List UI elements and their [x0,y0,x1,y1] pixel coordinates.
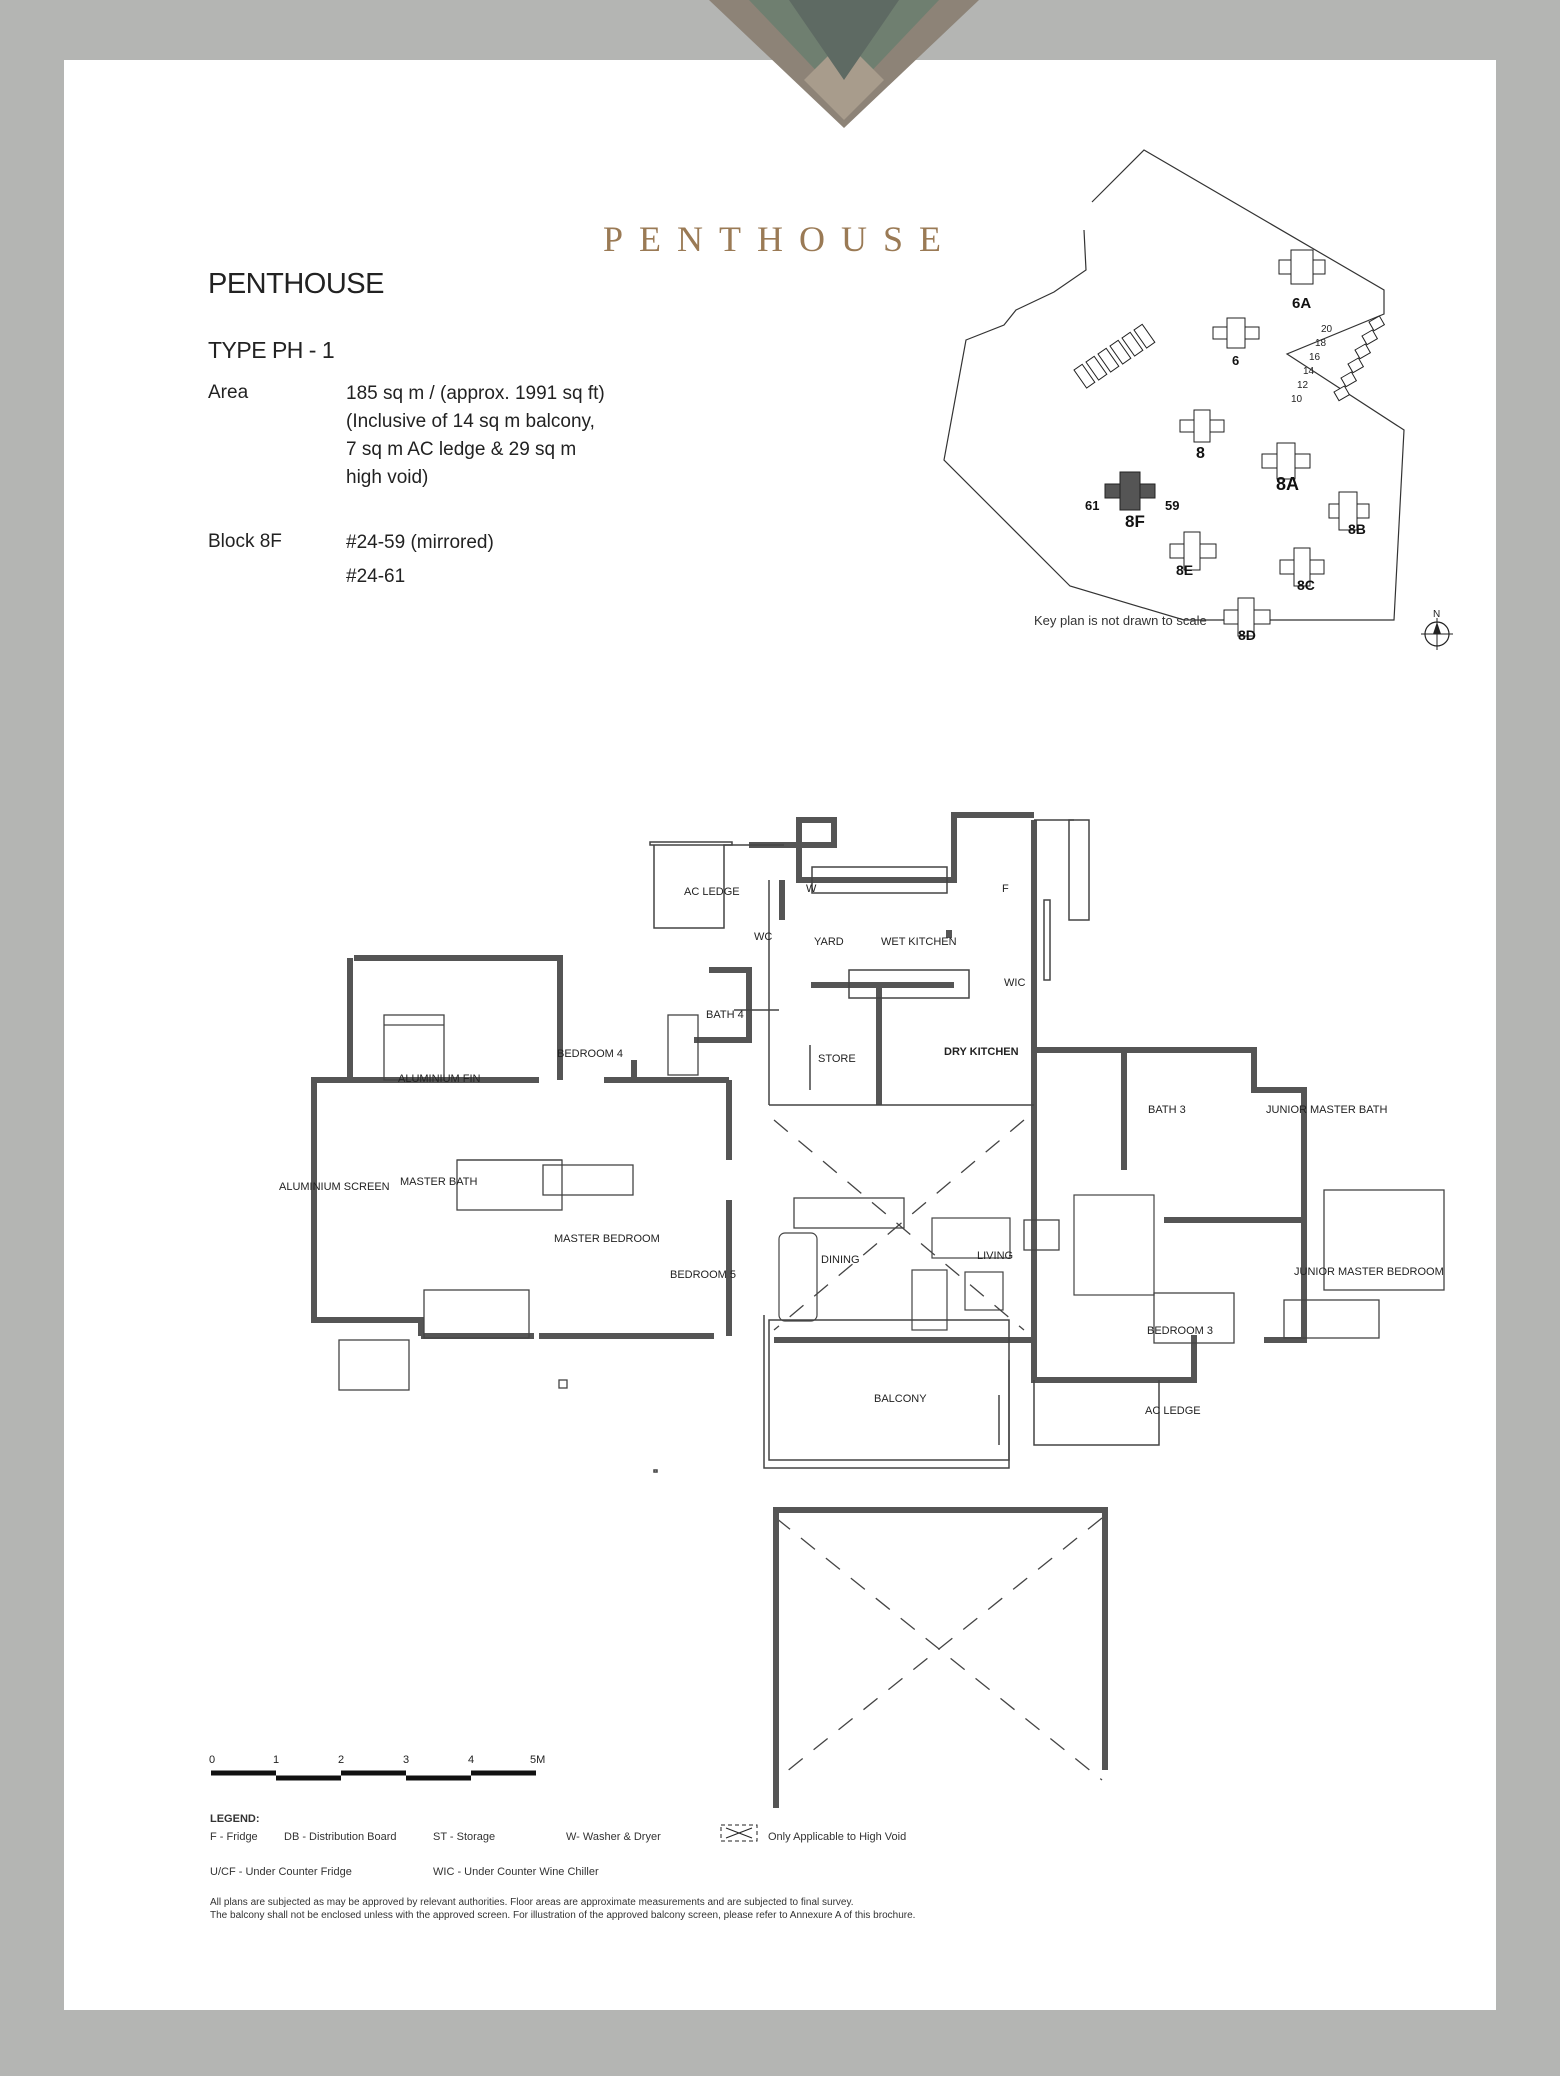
room-store: STORE [818,1053,856,1065]
room-bedroom-5: BEDROOM 5 [670,1269,737,1281]
room-dining: DINING [821,1254,860,1266]
room-ac-ledge-bottom: AC LEDGE [1145,1405,1201,1417]
block-label: Block 8F [208,531,282,552]
area-label: Area [208,382,249,403]
legend-item: ST - Storage [433,1831,496,1843]
legend-item: WIC - Under Counter Wine Chiller [433,1866,599,1878]
keyplan-block-8c: 8C [1297,577,1315,593]
keyplan-block-6a: 6A [1292,295,1312,312]
page-header-title: PENTHOUSE [602,219,957,259]
keyplan-block-8: 8 [1196,445,1205,462]
legend-item: DB - Distribution Board [284,1831,397,1843]
room-junior-master-bath: JUNIOR MASTER BATH [1266,1104,1388,1116]
floor-plan [194,780,1444,1780]
room-bath-4: BATH 4 [706,1009,744,1021]
keyplan-block-8b: 8B [1348,521,1366,537]
scale-tick: 0 [209,1754,216,1766]
room-yard: YARD [814,936,844,948]
keyplan-block-6: 6 [1232,353,1240,368]
keyplan-unit-59: 59 [1165,498,1180,513]
north-label: N [1433,609,1441,620]
room-master-bedroom: MASTER BEDROOM [554,1233,660,1245]
room-junior-master-bedroom: JUNIOR MASTER BEDROOM [1294,1266,1444,1278]
area-line: 7 sq m AC ledge & 29 sq m [346,439,577,460]
unit-type: TYPE PH - 1 [208,337,335,363]
ornament-graphic [709,60,979,190]
room-bath-3: BATH 3 [1148,1104,1186,1116]
room-wet-kitchen: WET KITCHEN [881,936,957,948]
keyplan-terrace-num: 20 [1321,324,1333,335]
room-ac-ledge-top: AC LEDGE [684,886,740,898]
room-w: W [806,883,817,895]
keyplan-terrace-num: 18 [1315,338,1327,349]
room-wc: WC [754,931,773,943]
legend-item: F - Fridge [210,1831,258,1843]
legend-item: U/CF - Under Counter Fridge [210,1866,352,1878]
disclaimer-line: All plans are subjected as may be approved by relevant authorities. Floor areas are approximate measurements and are subjected to final survey. [210,1897,854,1908]
keyplan-block-8d: 8D [1238,627,1256,643]
keyplan-terrace-num: 10 [1291,394,1303,405]
room-balcony: BALCONY [874,1393,927,1405]
scale-tick: 3 [403,1754,410,1766]
north-arrow-icon [1421,609,1453,650]
keyplan-caption: Key plan is not drawn to scale [1034,613,1207,628]
brochure-page [64,60,1496,2010]
label-aluminium-screen: ALUMINIUM SCREEN [279,1181,390,1193]
room-bedroom-4: BEDROOM 4 [557,1048,624,1060]
scale-tick: 4 [468,1754,475,1766]
room-bedroom-3: BEDROOM 3 [1147,1325,1214,1337]
room-wic: WIC [1004,977,1026,989]
keyplan-block-8e: 8E [1176,562,1194,578]
keyplan-terrace-num: 14 [1303,366,1315,377]
area-line: (Inclusive of 14 sq m balcony, [346,411,595,432]
unit-number: #24-59 (mirrored) [346,532,494,553]
scale-tick: 2 [338,1754,345,1766]
room-dry-kitchen: DRY KITCHEN [944,1046,1019,1058]
disclaimer [210,1896,915,1922]
legend-title: LEGEND: [210,1813,260,1825]
label-aluminium-fin: ALUMINIUM FIN [398,1073,481,1085]
area-value [346,380,605,492]
keyplan-terrace-num: 12 [1297,380,1309,391]
scale-bar [209,1745,609,1795]
unit-numbers [346,529,494,591]
keyplan-block-8f: 8F [1125,512,1145,531]
keyplan-block-8a: 8A [1276,474,1300,494]
room-living: LIVING [977,1250,1014,1262]
area-line: high void) [346,467,429,488]
room-f: F [1002,883,1009,895]
room-master-bath: MASTER BATH [400,1176,478,1188]
unit-number: #24-61 [346,566,406,587]
key-plan [944,140,1474,700]
disclaimer-line: The balcony shall not be enclosed unless with the approved screen. For illustration of the approved balcony screen, please refer to Annexure A of this brochure. [210,1910,916,1921]
scale-tick: 1 [273,1754,280,1766]
high-void-icon [720,1823,758,1845]
keyplan-unit-61: 61 [1085,498,1100,513]
area-line: 185 sq m / (approx. 1991 sq ft) [346,383,605,404]
unit-title: PENTHOUSE [208,268,384,300]
legend-item: Only Applicable to High Void [768,1831,907,1843]
scale-tick: 5M [530,1754,546,1766]
legend-item: W- Washer & Dryer [566,1831,661,1843]
keyplan-terrace-num: 16 [1309,352,1321,363]
